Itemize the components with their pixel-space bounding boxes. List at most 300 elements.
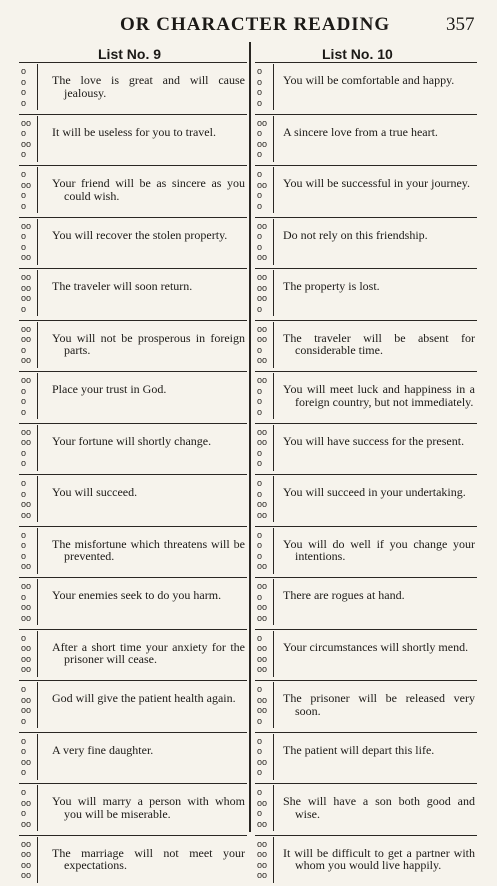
dot-line: o: [21, 458, 35, 469]
dot-line: oo: [21, 437, 35, 448]
dot-line: o: [257, 345, 271, 356]
dot-line: oo: [257, 375, 271, 386]
dot-line: o: [257, 633, 271, 644]
dot-line: o: [21, 190, 35, 201]
dot-line: oo: [21, 613, 35, 624]
table-row: [19, 114, 479, 166]
dot-line: oo: [21, 118, 35, 129]
dot-line: o: [21, 77, 35, 88]
dot-line: o: [21, 736, 35, 747]
dot-line: o: [257, 128, 271, 139]
dot-figure: [257, 375, 271, 417]
dot-divider: [37, 579, 38, 625]
entry-text: You will marry a person with whom you will be miserable.: [52, 795, 245, 820]
row-rule: [19, 526, 247, 527]
list-10-entry: [255, 835, 477, 886]
dot-figure: [257, 839, 271, 881]
table-row: [19, 732, 479, 784]
row-rule: [19, 62, 247, 63]
table-row: [19, 62, 479, 114]
dot-figure: [21, 633, 35, 675]
dot-line: oo: [21, 499, 35, 510]
list-10-title: List No. 10: [322, 46, 393, 62]
dot-line: oo: [21, 860, 35, 871]
dot-divider: [273, 116, 274, 162]
dot-divider: [37, 219, 38, 265]
dot-line: oo: [257, 849, 271, 860]
dot-line: oo: [21, 695, 35, 706]
dot-line: o: [21, 448, 35, 459]
dot-line: o: [257, 407, 271, 418]
dot-divider: [37, 322, 38, 368]
row-rule: [255, 629, 477, 630]
dot-figure: [257, 169, 271, 211]
dot-line: o: [257, 716, 271, 727]
dot-line: oo: [21, 510, 35, 521]
list-10-entry: [255, 423, 477, 474]
dot-divider: [273, 837, 274, 883]
dot-line: oo: [21, 139, 35, 150]
dot-line: oo: [257, 283, 271, 294]
dot-line: oo: [21, 561, 35, 572]
dot-line: oo: [21, 839, 35, 850]
dot-line: oo: [21, 643, 35, 654]
dot-line: o: [257, 201, 271, 212]
dot-line: o: [257, 808, 271, 819]
dot-divider: [273, 322, 274, 368]
list-9-entry: [19, 474, 247, 525]
row-rule: [255, 114, 477, 115]
dot-line: o: [257, 746, 271, 757]
dot-line: o: [257, 190, 271, 201]
dot-line: o: [21, 386, 35, 397]
row-rule: [255, 165, 477, 166]
dot-line: oo: [257, 293, 271, 304]
dot-figure: [257, 581, 271, 623]
page-header: [0, 14, 497, 42]
dot-divider: [37, 734, 38, 780]
row-rule: [255, 526, 477, 527]
dot-divider: [37, 425, 38, 471]
list-10-entry: [255, 268, 477, 319]
row-rule: [255, 320, 477, 321]
dot-line: o: [257, 592, 271, 603]
list-9-entry: [19, 62, 247, 113]
row-rule: [255, 577, 477, 578]
dot-line: oo: [257, 139, 271, 150]
dot-figure: [21, 427, 35, 469]
dot-line: oo: [257, 334, 271, 345]
dot-divider: [37, 116, 38, 162]
dot-line: o: [257, 66, 271, 77]
dot-line: o: [21, 684, 35, 695]
table-row: [19, 835, 479, 886]
dot-line: o: [257, 489, 271, 500]
dot-line: oo: [257, 561, 271, 572]
row-rule: [255, 268, 477, 269]
dot-divider: [273, 219, 274, 265]
dot-figure: [21, 736, 35, 778]
dot-line: oo: [257, 272, 271, 283]
dot-figure: [257, 324, 271, 366]
list-9-entry: [19, 268, 247, 319]
row-rule: [19, 577, 247, 578]
dot-figure: [21, 324, 35, 366]
entry-text: Your circumstances will shortly mend.: [283, 641, 475, 654]
dot-figure: [21, 787, 35, 829]
dot-line: oo: [21, 375, 35, 386]
dot-line: oo: [21, 324, 35, 335]
entry-text: You will succeed.: [52, 486, 245, 499]
dot-line: o: [257, 736, 271, 747]
dot-line: oo: [21, 654, 35, 665]
page-number: 357: [446, 14, 475, 36]
dot-divider: [273, 682, 274, 728]
dot-line: oo: [21, 602, 35, 613]
dot-line: o: [21, 242, 35, 253]
dot-figure: [21, 530, 35, 572]
dot-line: o: [257, 87, 271, 98]
dot-line: oo: [257, 252, 271, 263]
row-rule: [19, 165, 247, 166]
dot-line: o: [257, 386, 271, 397]
dot-line: o: [257, 448, 271, 459]
dot-line: o: [21, 633, 35, 644]
list-10-entry: [255, 577, 477, 628]
dot-line: oo: [21, 705, 35, 716]
entry-text: After a short time your anxiety for the prisoner will cease.: [52, 641, 245, 666]
dot-line: oo: [257, 118, 271, 129]
entry-text: The marriage will not meet your expectations.: [52, 847, 245, 872]
dot-line: o: [257, 242, 271, 253]
entry-text: You will succeed in your undertaking.: [283, 486, 475, 499]
dot-divider: [37, 373, 38, 419]
dot-line: oo: [21, 849, 35, 860]
dot-line: oo: [21, 272, 35, 283]
table-row: [19, 577, 479, 629]
table-row: [19, 783, 479, 835]
list-9-entry: [19, 732, 247, 783]
dot-line: o: [257, 684, 271, 695]
dot-line: o: [257, 767, 271, 778]
row-rule: [19, 423, 247, 424]
dot-figure: [257, 633, 271, 675]
list-9-entry: [19, 217, 247, 268]
dot-divider: [273, 785, 274, 831]
dot-divider: [273, 64, 274, 110]
entry-text: The love is great and will cause jealousy.: [52, 74, 245, 99]
list-10-entry: [255, 114, 477, 165]
dot-divider: [273, 631, 274, 677]
entry-text: The patient will depart this life.: [283, 744, 475, 757]
dot-divider: [273, 167, 274, 213]
row-rule: [255, 371, 477, 372]
dot-line: o: [257, 149, 271, 160]
dot-line: oo: [21, 283, 35, 294]
dot-line: o: [21, 746, 35, 757]
row-rule: [19, 217, 247, 218]
dot-line: oo: [257, 860, 271, 871]
dot-line: o: [21, 767, 35, 778]
row-rule: [255, 423, 477, 424]
dot-figure: [21, 478, 35, 520]
list-9-entry: [19, 371, 247, 422]
dot-line: oo: [257, 499, 271, 510]
list-10-entry: [255, 732, 477, 783]
entry-text: You will be successful in your journey.: [283, 177, 475, 190]
entry-text: You will not be prosperous in foreign parts.: [52, 332, 245, 357]
dot-divider: [273, 528, 274, 574]
entry-text: The traveler will soon return.: [52, 280, 245, 293]
entry-text: The traveler will be absent for considerable time.: [283, 332, 475, 357]
dot-figure: [257, 684, 271, 726]
entry-text: It will be difficult to get a partner with whom you would live happily.: [283, 847, 475, 872]
dot-line: o: [257, 304, 271, 315]
dot-figure: [257, 478, 271, 520]
dot-line: o: [21, 231, 35, 242]
dot-line: oo: [257, 870, 271, 881]
entry-text: Your enemies seek to do you harm.: [52, 589, 245, 602]
dot-line: oo: [21, 293, 35, 304]
dot-line: oo: [257, 355, 271, 366]
dot-line: oo: [257, 757, 271, 768]
entry-text: A sincere love from a true heart.: [283, 126, 475, 139]
dot-figure: [21, 169, 35, 211]
entry-text: You will do well if you change your intentions.: [283, 538, 475, 563]
list-10-entry: [255, 629, 477, 680]
entry-text: The property is lost.: [283, 280, 475, 293]
list-9-entry: [19, 320, 247, 371]
entry-text: Your friend will be as sincere as you could wish.: [52, 177, 245, 202]
table-row: [19, 629, 479, 681]
dot-line: o: [21, 478, 35, 489]
table-row: [19, 474, 479, 526]
dot-divider: [273, 579, 274, 625]
dot-line: oo: [21, 581, 35, 592]
list-9-entry: [19, 165, 247, 216]
dot-line: o: [21, 407, 35, 418]
dot-line: o: [21, 128, 35, 139]
dot-divider: [37, 785, 38, 831]
list-10-entry: [255, 62, 477, 113]
dot-figure: [257, 272, 271, 314]
dot-figure: [257, 221, 271, 263]
table-row: [19, 371, 479, 423]
dot-line: oo: [21, 819, 35, 830]
entry-text: You will be comfortable and happy.: [283, 74, 475, 87]
row-rule: [255, 474, 477, 475]
list-9-entry: [19, 526, 247, 577]
dot-line: oo: [257, 324, 271, 335]
dot-line: o: [21, 489, 35, 500]
dot-figure: [21, 66, 35, 108]
table-row: [19, 526, 479, 578]
dot-line: oo: [257, 819, 271, 830]
dot-line: o: [21, 716, 35, 727]
dot-line: o: [21, 66, 35, 77]
dot-line: o: [21, 201, 35, 212]
dot-line: o: [257, 787, 271, 798]
dot-line: oo: [21, 355, 35, 366]
dot-figure: [21, 375, 35, 417]
row-rule: [255, 62, 477, 63]
dot-line: o: [257, 458, 271, 469]
dot-divider: [37, 682, 38, 728]
list-10-entry: [255, 320, 477, 371]
dot-line: oo: [257, 437, 271, 448]
dot-line: o: [21, 787, 35, 798]
dot-line: oo: [21, 798, 35, 809]
dot-divider: [273, 270, 274, 316]
dot-line: o: [21, 808, 35, 819]
dot-figure: [21, 221, 35, 263]
dot-divider: [273, 425, 274, 471]
dot-line: oo: [21, 664, 35, 675]
dot-line: o: [21, 396, 35, 407]
dot-figure: [257, 787, 271, 829]
entry-text: Do not rely on this friendship.: [283, 229, 475, 242]
dot-line: oo: [21, 757, 35, 768]
table-row: [19, 165, 479, 217]
dot-line: oo: [257, 798, 271, 809]
dot-line: o: [257, 169, 271, 180]
entry-text: The misfortune which threatens will be prevented.: [52, 538, 245, 563]
table-row: [19, 320, 479, 372]
dot-line: oo: [257, 613, 271, 624]
dot-line: o: [21, 169, 35, 180]
dot-figure: [257, 66, 271, 108]
table-row: [19, 680, 479, 732]
dot-line: oo: [257, 581, 271, 592]
dot-line: o: [257, 478, 271, 489]
table-row: [19, 423, 479, 475]
dot-line: o: [257, 540, 271, 551]
oracle-table: [19, 62, 479, 886]
dot-figure: [257, 118, 271, 160]
dot-line: oo: [21, 221, 35, 232]
dot-line: o: [257, 98, 271, 109]
dot-divider: [37, 270, 38, 316]
dot-figure: [257, 736, 271, 778]
row-rule: [19, 783, 247, 784]
row-rule: [19, 629, 247, 630]
list-10-entry: [255, 165, 477, 216]
row-rule: [19, 474, 247, 475]
dot-line: oo: [21, 252, 35, 263]
entry-text: She will have a son both good and wise.: [283, 795, 475, 820]
dot-line: o: [21, 540, 35, 551]
dot-line: o: [21, 592, 35, 603]
dot-line: oo: [257, 654, 271, 665]
dot-line: o: [21, 304, 35, 315]
dot-line: oo: [21, 334, 35, 345]
entry-text: God will give the patient health again.: [52, 692, 245, 705]
dot-figure: [21, 118, 35, 160]
dot-figure: [21, 272, 35, 314]
dot-line: o: [257, 551, 271, 562]
dot-line: o: [257, 231, 271, 242]
list-9-entry: [19, 835, 247, 886]
dot-line: o: [21, 87, 35, 98]
dot-line: o: [257, 396, 271, 407]
list-10-entry: [255, 526, 477, 577]
entry-text: You will have success for the present.: [283, 435, 475, 448]
dot-divider: [273, 373, 274, 419]
row-rule: [255, 732, 477, 733]
dot-line: o: [21, 345, 35, 356]
dot-line: o: [257, 530, 271, 541]
dot-figure: [21, 684, 35, 726]
entry-text: A very fine daughter.: [52, 744, 245, 757]
running-title: OR CHARACTER READING: [120, 14, 390, 36]
row-rule: [255, 680, 477, 681]
dot-line: oo: [257, 664, 271, 675]
list-9-entry: [19, 577, 247, 628]
entry-text: You will meet luck and happiness in a foreign country, but not immediately.: [283, 383, 475, 408]
dot-line: oo: [257, 695, 271, 706]
dot-line: o: [21, 149, 35, 160]
dot-divider: [37, 167, 38, 213]
row-rule: [255, 783, 477, 784]
table-row: [19, 268, 479, 320]
dot-figure: [21, 839, 35, 881]
row-rule: [19, 320, 247, 321]
dot-line: oo: [257, 705, 271, 716]
entry-text: It will be useless for you to travel.: [52, 126, 245, 139]
dot-divider: [37, 631, 38, 677]
row-rule: [19, 114, 247, 115]
entry-text: There are rogues at hand.: [283, 589, 475, 602]
dot-figure: [257, 530, 271, 572]
list-10-entry: [255, 783, 477, 834]
row-rule: [19, 371, 247, 372]
table-row: [19, 217, 479, 269]
list-9-entry: [19, 114, 247, 165]
dot-line: oo: [21, 870, 35, 881]
dot-line: oo: [21, 180, 35, 191]
list-10-entry: [255, 371, 477, 422]
dot-line: oo: [257, 510, 271, 521]
list-9-entry: [19, 680, 247, 731]
dot-line: o: [257, 77, 271, 88]
dot-figure: [257, 427, 271, 469]
dot-divider: [37, 528, 38, 574]
dot-line: oo: [257, 427, 271, 438]
row-rule: [19, 268, 247, 269]
dot-line: oo: [257, 221, 271, 232]
row-rule: [255, 217, 477, 218]
dot-divider: [273, 476, 274, 522]
list-10-entry: [255, 217, 477, 268]
dot-line: o: [21, 551, 35, 562]
entry-text: You will recover the stolen property.: [52, 229, 245, 242]
list-9-entry: [19, 629, 247, 680]
entry-text: The prisoner will be released very soon.: [283, 692, 475, 717]
dot-divider: [37, 837, 38, 883]
dot-figure: [21, 581, 35, 623]
dot-divider: [37, 476, 38, 522]
row-rule: [19, 732, 247, 733]
row-rule: [19, 680, 247, 681]
dot-divider: [37, 64, 38, 110]
dot-line: oo: [21, 427, 35, 438]
dot-line: oo: [257, 643, 271, 654]
dot-line: oo: [257, 180, 271, 191]
dot-line: o: [21, 98, 35, 109]
list-9-title: List No. 9: [98, 46, 161, 62]
list-9-entry: [19, 783, 247, 834]
dot-line: oo: [257, 839, 271, 850]
